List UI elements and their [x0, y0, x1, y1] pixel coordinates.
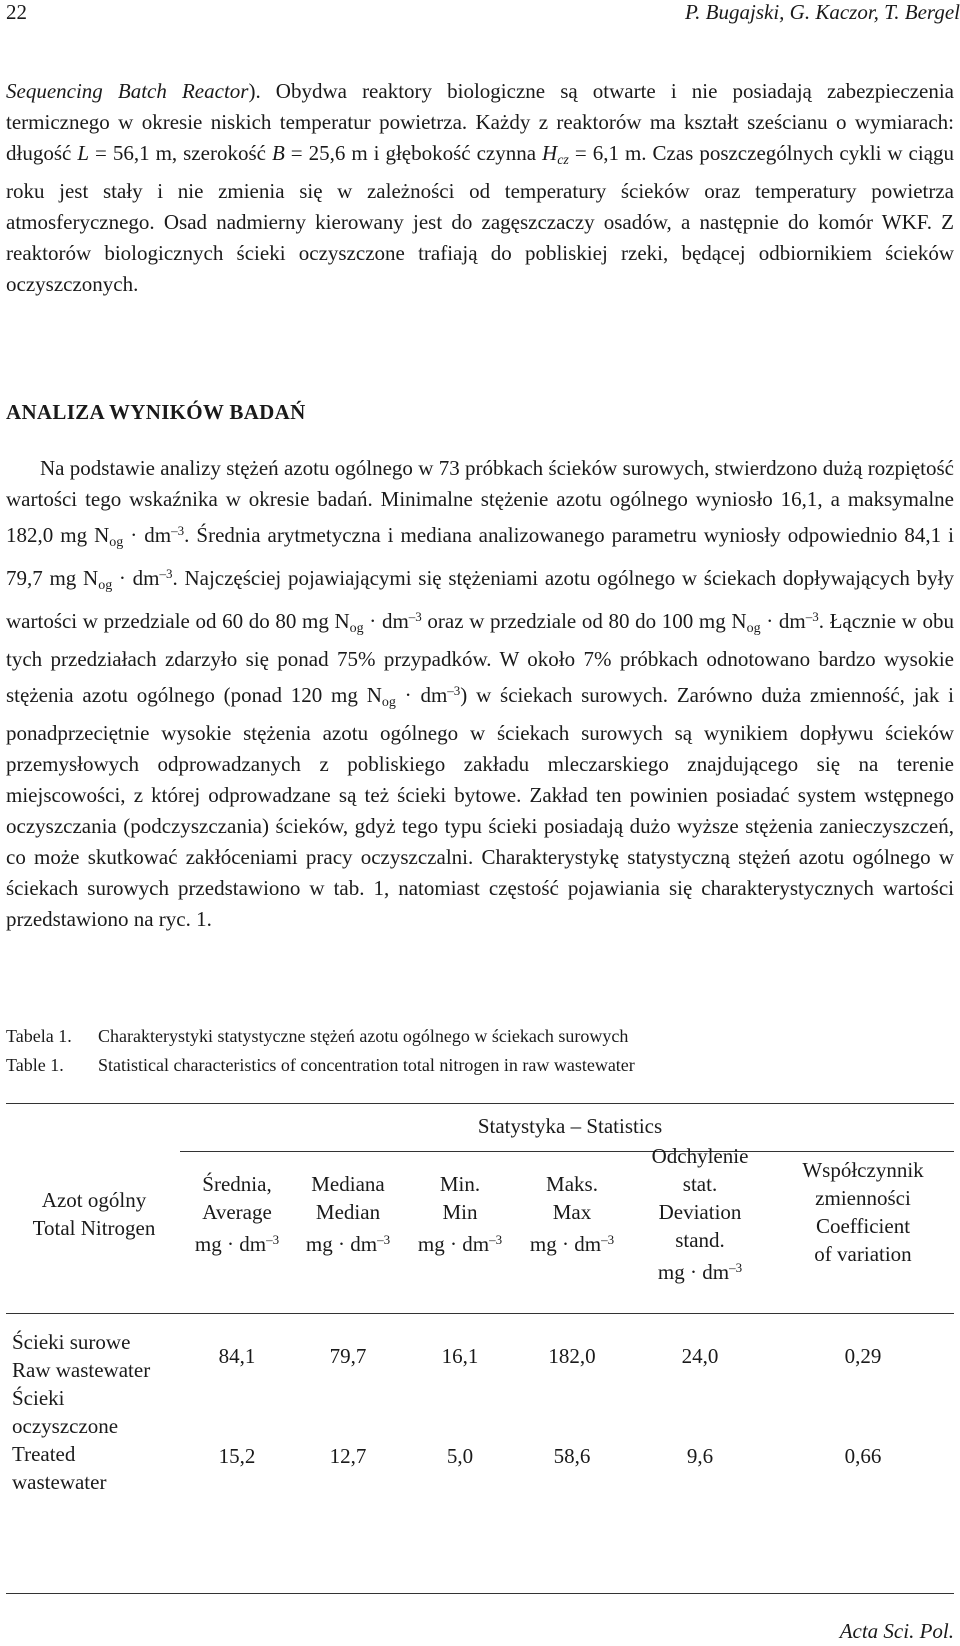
intro-paragraph: Sequencing Batch Reactor). Obydwa reaktory biologiczne są otwarte i nie posiadają zabezpieczenia termicznego w okresie niskich temperatur powietrza. Każdy z reaktorów ma kształt sześcianu o wymiarach: długość L = 56,1 m, szerokość B = 25,6 m i głębokość czynna $H_{cz} = 6,1$ m. Czas poszczególnych cykli w ciągu roku jest stały i nie zmienia się w zależności od temperatury ścieków oraz temperatury powietrza atmosferycznego. Osad nadmierny kierowany jest do zagęszczaczy osadów, a następnie do komór WKF. Z reaktorów biologicznych ścieki oczyszczone trafiają do pobliskiej rzeki, będącej odbiornikiem ścieków oczyszczonych. — [6, 79, 955, 296]
table-header-rule — [6, 1313, 954, 1314]
col-header-max: Maks. Max mg · $dm^{-3}$ — [529, 1172, 615, 1256]
table-cell: 0,29 — [844, 1344, 882, 1368]
col-header-deviation: Odchylenie stat. Deviation stand. mg · $dm^{-3}$ — [651, 1144, 749, 1284]
page-number: 22 — [6, 0, 27, 24]
table-group-rule — [180, 1151, 954, 1152]
table-cell: 12,7 — [329, 1444, 367, 1468]
table-cell: 16,1 — [441, 1344, 479, 1368]
col-header-cv: Współczynnik zmienności Coefficient of variation — [802, 1158, 924, 1266]
table-row-label-raw: Ścieki surowe Raw wastewater — [12, 1330, 151, 1382]
analysis-paragraph: Na podstawie analizy stężeń azotu ogólnego w 73 próbkach ścieków surowych, stwierdzono dużą rozpiętość wartości tego wskaźnika w okresie badań. Minimalne stężenie azotu ogólnego wyniosło 16,1, a maksymalne 182,0 mg $N_{og} \cdot dm^{-3}$. Średnia arytmetyczna i mediana analizowanego parametru wyniosły odpowiednio 84,1 i 79,7 mg $N_{og} \cdot dm^{-3}$. Najczęściej pojawiającymi się stężeniami azotu ogólnego w ściekach dopływających były wartości w przedziale od 60 do 80 mg $N_{og} \cdot dm^{-3}$ oraz w przedziale od 80 do 100 mg $N_{og} \cdot dm^{-3}$. Łącznie w obu tych przedziałach zdarzyło się ponad 75% przypadków. W około 7% próbkach odnotowano bardzo wysokie stężenia azotu ogólnego (ponad 120 mg $N_{og} \cdot dm^{-3}$) w ściekach surowych. Zarówno duża zmienność, jak i ponadprzeciętnie wysokie stężenia azotu ogólnego w ściekach surowych są wynikiem dopływu ścieków przemysłowych odprowadzanych z pobliskiego zakładu mleczarskiego znajdującego się na terenie miejscowości, z której odprowadzane są też ścieki bytowe. Zakład ten powinien posiadać system wstępnego oczyszczania (podczyszczania) ścieków, gdyż tego typu ścieki posiadają dużo wyższe stężenia zanieczyszczeń, co może skutkować zakłóceniami pracy oczyszczalni. Charakterystykę statystyczną stężeń azotu ogólnego w ściekach surowych przedstawiono w tab. 1, natomiast częstość pojawiania się charakterystycznych wartości przedstawiono na ryc. 1. — [6, 456, 955, 931]
table-cell: 84,1 — [218, 1344, 256, 1368]
col-header-average: Średnia, Average mg · $dm^{-3}$ — [194, 1172, 280, 1256]
table-cell: 0,66 — [844, 1444, 882, 1468]
running-head: P. Bugajski, G. Kaczor, T. Bergel — [685, 0, 960, 24]
table-top-rule — [6, 1103, 954, 1104]
table-cell: 58,6 — [553, 1444, 591, 1468]
table-cell: 182,0 — [548, 1344, 596, 1368]
table-cell: 15,2 — [218, 1444, 256, 1468]
table-group-header: Statystyka – Statistics — [477, 1114, 663, 1138]
table-caption-pl: Tabela 1. Charakterystyki statystyczne stężeń azotu ogólnego w ściekach surowych — [6, 1026, 629, 1046]
table-cell: 5,0 — [446, 1444, 474, 1468]
table-row-header: Azot ogólny Total Nitrogen — [32, 1188, 156, 1240]
col-header-median: Mediana Median mg · $dm^{-3}$ — [305, 1172, 391, 1256]
section-heading: ANALIZA WYNIKÓW BADAŃ — [6, 400, 306, 424]
page-header — [6, 0, 960, 30]
table-bottom-rule — [6, 1593, 954, 1594]
table-caption-en: Table 1. Statistical characteristics of concentration total nitrogen in raw wastewater — [6, 1055, 635, 1075]
col-header-min: Min. Min mg · $dm^{-3}$ — [417, 1172, 503, 1256]
table-cell: 24,0 — [681, 1344, 719, 1368]
journal-footer: Acta Sci. Pol. — [839, 1619, 954, 1643]
table-row-label-treated: Ścieki oczyszczone Treated wastewater — [12, 1386, 119, 1494]
table-cell: 79,7 — [329, 1344, 367, 1368]
table-cell: 9,6 — [686, 1444, 714, 1468]
